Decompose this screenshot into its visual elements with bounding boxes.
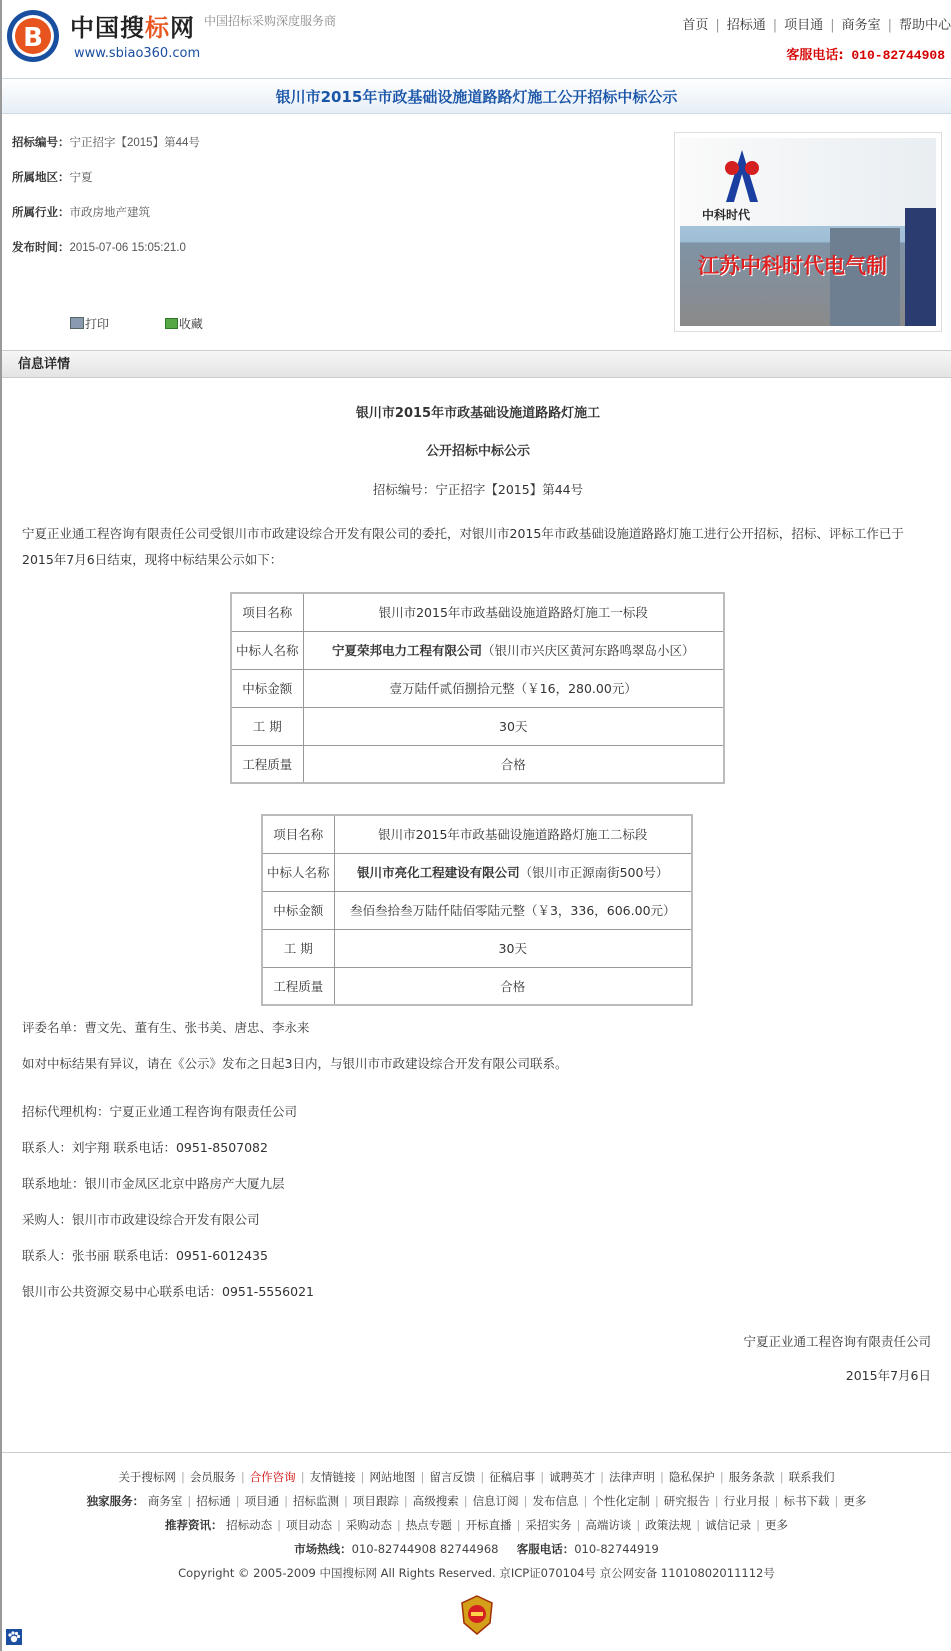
footer-link[interactable]: 高级搜索 xyxy=(412,1494,459,1508)
footer-link[interactable]: 关于搜标网 xyxy=(118,1470,176,1484)
table-row: 工 期 30天 xyxy=(262,929,692,967)
meta-row: 所属地区：宁夏 xyxy=(12,170,93,184)
table-row: 工程质量 合格 xyxy=(262,967,692,1005)
footer-link[interactable]: 法律声明 xyxy=(608,1470,655,1484)
footer-link[interactable]: 政策法规 xyxy=(645,1518,692,1532)
objection-notice: 如对中标结果有异议，请在《公示》发布之日起3日内，与银川市市政建设综合开发有限公司联系。 xyxy=(22,1056,568,1071)
table-row: 中标金额 壹万陆仟贰佰捌拾元整（￥16，280.00元） xyxy=(231,669,724,707)
footer-link[interactable]: 联系我们 xyxy=(788,1470,835,1484)
brand-name[interactable]: 中国搜标网 xyxy=(70,14,195,42)
table-row: 中标人名称 宁夏荣邦电力工程有限公司（银川市兴庆区黄河东路鸣翠岛小区） xyxy=(231,631,724,669)
favorite-button[interactable]: 收藏 xyxy=(165,315,229,332)
article-footer-info xyxy=(22,1014,934,1314)
footer-link[interactable]: 标书下载 xyxy=(783,1494,830,1508)
meta-row: 招标编号：宁正招字【2015】第44号 xyxy=(12,135,200,149)
favorite-icon xyxy=(165,318,178,329)
agency: 招标代理机构：宁夏正业通工程咨询有限责任公司 xyxy=(22,1104,298,1119)
article-number: 招标编号：宁正招字【2015】第44号 xyxy=(372,482,584,497)
top-nav: 首页 | 招标通 | 项目通 | 商务室 | 帮助中心 xyxy=(682,18,951,33)
footer-link[interactable]: 信息订阅 xyxy=(472,1494,519,1508)
bid-table-2 xyxy=(261,814,693,1006)
sign-date: 2015年7月6日 xyxy=(845,1368,931,1383)
footer-link[interactable]: 网站地图 xyxy=(369,1470,416,1484)
paw-icon[interactable] xyxy=(6,1629,22,1645)
meta-row: 发布时间：2015-07-06 15:05:21.0 xyxy=(12,240,186,254)
footer-link[interactable]: 隐私保护 xyxy=(668,1470,715,1484)
footer-link[interactable]: 项目通 xyxy=(244,1494,280,1508)
article xyxy=(22,395,934,573)
footer-link[interactable]: 留言反馈 xyxy=(429,1470,476,1484)
nav-home[interactable]: 首页 xyxy=(682,18,709,33)
footer-link[interactable]: 友情链接 xyxy=(309,1470,356,1484)
article-title-1: 银川市2015年市政基础设施道路路灯施工 xyxy=(355,406,601,421)
agency-contact: 联系人：刘宇翔 联系电话：0951-8507082 xyxy=(22,1140,268,1155)
hotline: 客服电话: 010-82744908 xyxy=(786,48,945,63)
footer-link[interactable]: 项目动态 xyxy=(286,1518,333,1532)
nav-xiangmutong[interactable]: 项目通 xyxy=(784,18,824,33)
footer-link[interactable]: 开标直播 xyxy=(465,1518,512,1532)
footer-link[interactable]: 行业月报 xyxy=(723,1494,770,1508)
footer-links: 关于搜标网 | 会员服务 | 合作咨询 | 友情链接 | 网站地图 | 留言反馈 | 征稿启事 | 诚聘英才 | 法律声明 | 隐私保护 | 服务条款 | 联系我们 xyxy=(118,1470,835,1484)
footer-link[interactable]: 招标监测 xyxy=(292,1494,339,1508)
buyer: 采购人：银川市市政建设综合开发有限公司 xyxy=(22,1212,260,1227)
printer-icon xyxy=(70,317,84,329)
signature xyxy=(743,1325,931,1393)
footer-link[interactable]: 个性化定制 xyxy=(592,1494,650,1508)
footer-link[interactable]: 热点专题 xyxy=(405,1518,452,1532)
center-phone: 银川市公共资源交易中心联系电话：0951-5556021 xyxy=(22,1284,314,1299)
meta-info xyxy=(12,134,200,274)
footer-link[interactable]: 征稿启事 xyxy=(489,1470,536,1484)
ad-slogan: 江苏中科时代电气制 xyxy=(698,254,887,278)
nav-zhaobiaotong[interactable]: 招标通 xyxy=(726,18,766,33)
footer-link[interactable]: 采招实务 xyxy=(525,1518,572,1532)
signer: 宁夏正业通工程咨询有限责任公司 xyxy=(743,1334,931,1349)
ad-brand: 中科时代 xyxy=(702,208,751,222)
page-title: 银川市2015年市政基础设施道路路灯施工公开招标中标公示 xyxy=(275,88,678,106)
table-row: 项目名称 银川市2015年市政基础设施道路路灯施工二标段 xyxy=(262,815,692,853)
footer-link[interactable]: 研究报告 xyxy=(663,1494,710,1508)
title-bar xyxy=(2,78,951,114)
police-badge-icon[interactable] xyxy=(460,1595,494,1635)
brand-url[interactable]: www.sbiao360.com xyxy=(74,46,201,61)
nav-shangwushi[interactable]: 商务室 xyxy=(841,18,881,33)
site-footer xyxy=(2,1452,951,1651)
table-row: 中标人名称 银川市亮化工程建设有限公司（银川市正源南街500号） xyxy=(262,853,692,891)
logo-b-icon[interactable] xyxy=(5,8,61,64)
footer-link[interactable]: 项目跟踪 xyxy=(352,1494,399,1508)
nav-help[interactable]: 帮助中心 xyxy=(898,18,951,33)
footer-recommend: 推荐资讯： 招标动态 | 项目动态 | 采购动态 | 热点专题 | 开标直播 | 采招实务 | 高端访谈 | 政策法规 | 诚信记录 | 更多 xyxy=(164,1518,789,1532)
footer-exclusive: 独家服务： 商务室 | 招标通 | 项目通 | 招标监测 | 项目跟踪 | 高级搜索 | 信息订阅 | 发布信息 | 个性化定制 | 研究报告 | 行业月报 | 标书下载 | 更多 xyxy=(86,1494,867,1508)
table-row: 中标金额 叁佰叁拾叁万陆仟陆佰零陆元整（￥3，336，606.00元） xyxy=(262,891,692,929)
buyer-contact: 联系人：张书丽 联系电话：0951-6012435 xyxy=(22,1248,268,1263)
footer-link[interactable]: 采购动态 xyxy=(345,1518,392,1532)
site-slogan: 中国招标采购深度服务商 xyxy=(204,14,337,28)
ad-banner[interactable] xyxy=(674,132,942,332)
judges: 评委名单：曹文先、董有生、张书美、唐忠、李永来 xyxy=(22,1020,310,1035)
footer-link[interactable]: 更多 xyxy=(843,1494,867,1508)
footer-link[interactable]: 会员服务 xyxy=(189,1470,236,1484)
footer-link[interactable]: 诚信记录 xyxy=(705,1518,752,1532)
footer-link[interactable]: 合作咨询 xyxy=(249,1470,296,1484)
svg-text:B: B xyxy=(23,23,43,53)
footer-hotlines: 市场热线：010-82744908 82744968 客服电话：010-82744919 xyxy=(294,1542,659,1556)
section-title: 信息详情 xyxy=(2,350,951,378)
table-row: 项目名称 银川市2015年市政基础设施道路路灯施工一标段 xyxy=(231,593,724,631)
table-row: 工 期 30天 xyxy=(231,707,724,745)
footer-link[interactable]: 高端访谈 xyxy=(585,1518,632,1532)
agency-address: 联系地址：银川市金凤区北京中路房产大厦九层 xyxy=(22,1176,285,1191)
tools xyxy=(70,315,255,332)
footer-link[interactable]: 诚聘英才 xyxy=(549,1470,596,1484)
article-intro: 宁夏正业通工程咨询有限责任公司受银川市市政建设综合开发有限公司的委托，对银川市2015年市政基础设施道路路灯施工进行公开招标，招标、评标工作已于2015年7月6日结束，现将中标结果公示如下： xyxy=(22,526,904,567)
footer-link[interactable]: 招标通 xyxy=(196,1494,231,1508)
company-logo-icon xyxy=(720,148,764,204)
meta-row: 所属行业：市政房地产建筑 xyxy=(12,205,150,219)
bid-table-1 xyxy=(230,592,725,784)
footer-link[interactable]: 服务条款 xyxy=(728,1470,775,1484)
print-button[interactable]: 打印 xyxy=(70,315,135,332)
footer-link[interactable]: 招标动态 xyxy=(226,1518,273,1532)
footer-link[interactable]: 发布信息 xyxy=(532,1494,579,1508)
article-title-2: 公开招标中标公示 xyxy=(425,444,530,459)
site-header xyxy=(2,0,951,76)
table-row: 工程质量 合格 xyxy=(231,745,724,783)
footer-link[interactable]: 商务室 xyxy=(147,1494,183,1508)
footer-link[interactable]: 更多 xyxy=(765,1518,789,1532)
copyright: Copyright © 2005-2009 中国搜标网 All Rights Reserved. 京ICP证070104号 京公网安备 11010802011112号 xyxy=(178,1566,775,1580)
